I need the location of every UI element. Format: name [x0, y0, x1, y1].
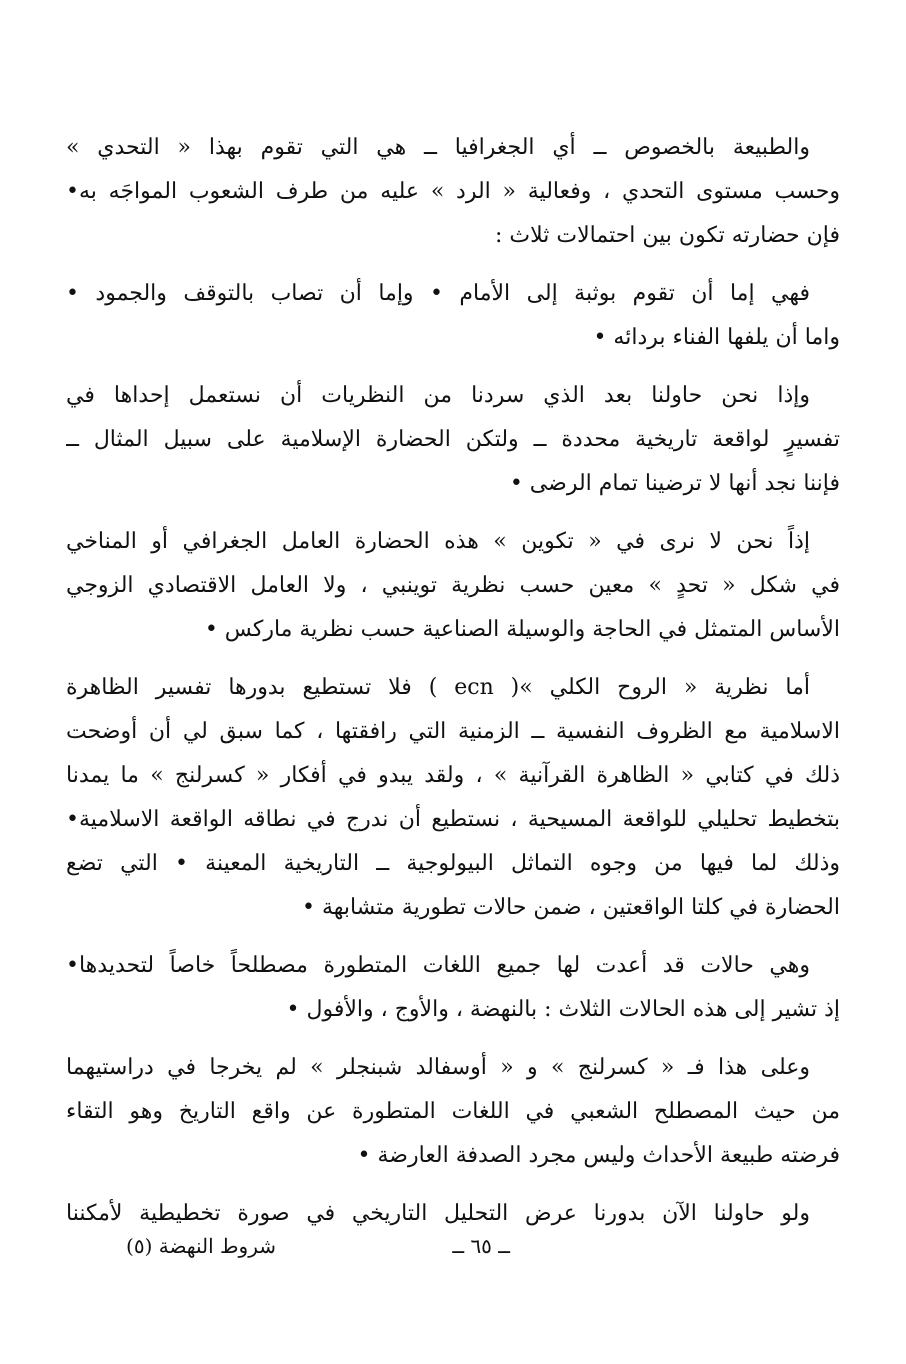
text-line: فرضته طبيعة الأحداث وليس مجرد الصدفة العارضة •	[357, 1143, 840, 1168]
paragraph-2	[66, 272, 840, 360]
page-number: ــ ٦٥ ــ	[452, 1234, 510, 1258]
paragraph-6	[66, 944, 840, 1032]
paragraph-7	[66, 1046, 840, 1178]
text-line: الاسلامية مع الظروف النفسية ــ الزمنية التي رافقتها ، كما سبق لي أن أوضحت	[66, 719, 840, 744]
paragraph-1	[66, 126, 840, 258]
text-line: وإذا نحن حاولنا بعد الذي سردنا من النظريات أن نستعمل إحداها في	[66, 383, 810, 408]
text-line: الحضارة في كلتا الواقعتين ، ضمن حالات تطورية متشابهة •	[302, 895, 840, 920]
text-line: إذاً نحن لا نرى في « تكوين » هذه الحضارة العامل الجغرافي أو المناخي	[66, 529, 810, 554]
text-line: فإن حضارته تكون بين احتمالات ثلاث :	[495, 223, 840, 248]
text-line: فإننا نجد أنها لا ترضينا تمام الرضى •	[509, 471, 840, 496]
paragraph-4	[66, 520, 840, 652]
page-body	[66, 126, 840, 1250]
paragraph-8	[66, 1192, 840, 1236]
page-footer	[66, 1234, 840, 1274]
text-line: وحسب مستوى التحدي ، وفعالية « الرد » عليه من طرف الشعوب المواجَه به•	[66, 179, 840, 204]
paragraph-3	[66, 374, 840, 506]
text-line: ذلك في كتابي « الظاهرة القرآنية » ، ولقد يبدو في أفكار « كسرلنج » ما يمدنا	[66, 763, 840, 788]
text-line: أما نظرية « الروح الكلي »( ecn ) فلا تستطيع بدورها تفسير الظاهرة	[66, 675, 810, 700]
text-line: إذ تشير إلى هذه الحالات الثلاث : بالنهضة ، والأوج ، والأفول •	[286, 997, 840, 1022]
text-line: وذلك لما فيها من وجوه التماثل البيولوجية ــ التاريخية المعينة • التي تضع	[66, 851, 840, 876]
text-line: وعلى هذا فـ « كسرلنج » و « أوسفالد شبنجلر » لم يخرجا في دراستيهما	[66, 1055, 810, 1080]
text-line: تفسيرٍ لواقعة تاريخية محددة ــ ولتكن الحضارة الإسلامية على سبيل المثال ــ	[66, 427, 840, 452]
text-line: ولو حاولنا الآن بدورنا عرض التحليل التاريخي في صورة تخطيطية لأمكننا	[66, 1201, 810, 1226]
running-title: شروط النهضة (٥)	[126, 1234, 276, 1258]
paragraph-5	[66, 666, 840, 930]
text-line: من حيث المصطلح الشعبي في اللغات المتطورة عن واقع التاريخ وهو التقاء	[66, 1099, 840, 1124]
text-line: الأساس المتمثل في الحاجة والوسيلة الصناعية حسب نظرية ماركس •	[204, 617, 840, 642]
text-line: في شكل « تحدٍ » معين حسب نظرية توينبي ، ولا العامل الاقتصادي الزوجي	[66, 573, 840, 598]
text-line: بتخطيط تحليلي للواقعة المسيحية ، نستطيع أن ندرج في نطاقه الواقعة الاسلامية•	[66, 807, 840, 832]
text-line: واما أن يلفها الفناء بردائه •	[593, 325, 840, 350]
text-line: والطبيعة بالخصوص ــ أي الجغرافيا ــ هي التي تقوم بهذا « التحدي »	[66, 135, 810, 160]
text-line: وهي حالات قد أعدت لها جميع اللغات المتطورة مصطلحاً خاصاً لتحديدها•	[66, 953, 810, 978]
text-line: فهي إما أن تقوم بوثبة إلى الأمام • وإما أن تصاب بالتوقف والجمود •	[66, 281, 810, 306]
